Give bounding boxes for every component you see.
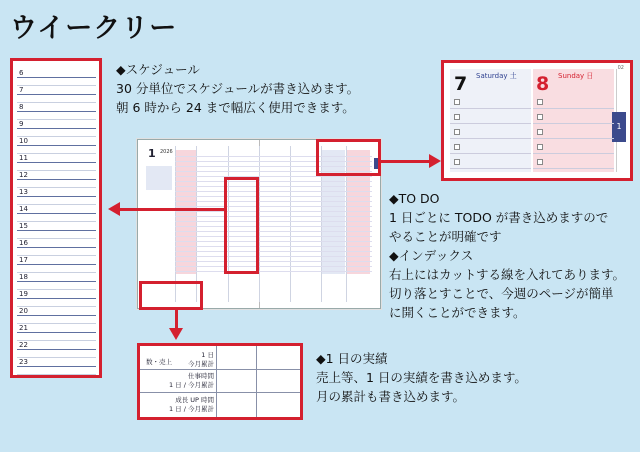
hour-line (17, 281, 96, 282)
spread-day-column (290, 146, 291, 302)
todo-row-line (533, 168, 614, 169)
spread-row-line (175, 206, 372, 207)
table-work-label: 仕事時間 (188, 372, 214, 380)
mini-calendar (146, 166, 172, 190)
todo-heading: ◆TO DO (389, 191, 440, 206)
hour-label: 22 (19, 341, 28, 349)
todo-checkbox (537, 159, 543, 165)
table-growth-sub: 1 日 / 今月累計 (168, 405, 214, 413)
todo-checkbox (537, 99, 543, 105)
half-hour-line (17, 272, 96, 273)
results-note (316, 349, 527, 406)
spread-row-line (175, 211, 372, 212)
hour-line (17, 196, 96, 197)
saturday-number: 7 (454, 73, 468, 95)
todo-row-line (533, 123, 614, 124)
hour-line (17, 162, 96, 163)
hour-line (17, 315, 96, 316)
spread-row-line (175, 231, 372, 232)
hour-line (17, 77, 96, 78)
index-line-2: 切り落とすことで、今週のページが簡単 (389, 286, 614, 301)
results-line-1: 売上等、1 日の実績を書き込めます。 (316, 370, 527, 385)
todo-line-2: やることが明確です (389, 229, 502, 244)
half-hour-line (17, 255, 96, 256)
hour-line (17, 366, 96, 367)
spread-row-line (175, 191, 372, 192)
hour-label: 19 (19, 290, 28, 298)
todo-row-line (533, 108, 614, 109)
table-rule-2 (140, 392, 300, 393)
arrow-to-preview (381, 160, 431, 163)
half-hour-line (17, 170, 96, 171)
arrow-to-table (175, 310, 178, 330)
hour-label: 18 (19, 273, 28, 281)
todo-checkbox (537, 129, 543, 135)
half-hour-line (17, 85, 96, 86)
todo-row-line (450, 123, 531, 124)
todo-checkbox (454, 159, 460, 165)
spread-year: 2026 (160, 149, 173, 155)
weekend-highlight-box (316, 139, 381, 176)
hour-line (17, 145, 96, 146)
spread-row-line (175, 251, 372, 252)
saturday-label: Saturday 土 (476, 72, 517, 80)
hour-line (17, 111, 96, 112)
index-line-3: に開くことができます。 (389, 305, 526, 320)
todo-row-line (450, 108, 531, 109)
spread-month: 1 (148, 147, 156, 160)
hour-label: 14 (19, 205, 28, 213)
half-hour-line (17, 221, 96, 222)
hour-line (17, 247, 96, 248)
hour-label: 16 (19, 239, 28, 247)
schedule-line-1: 30 分単位でスケジュールが書き込めます。 (116, 81, 360, 96)
weekend-preview (441, 60, 633, 181)
hour-label: 8 (19, 103, 24, 111)
hour-label: 17 (19, 256, 28, 264)
todo-row-line (533, 153, 614, 154)
hour-label: 7 (19, 86, 24, 94)
table-growth-label: 成長 UP 時間 (175, 396, 214, 404)
half-hour-line (17, 306, 96, 307)
results-table (137, 343, 303, 420)
arrow-to-strip (118, 208, 226, 211)
half-hour-line (17, 119, 96, 120)
results-heading: ◆1 日の実績 (316, 351, 388, 366)
spread-row-line (175, 216, 372, 217)
half-hour-line (17, 204, 96, 205)
spread-row-line (175, 266, 372, 267)
hour-label: 23 (19, 358, 28, 366)
hour-line (17, 230, 96, 231)
table-sales-day: 1 日 (201, 351, 214, 359)
hour-line (17, 298, 96, 299)
index-line-1: 右上にはカットする線を入れてあります。 (389, 267, 626, 282)
table-sales-label: 数・売上 (146, 358, 172, 366)
todo-checkbox (454, 99, 460, 105)
half-hour-line (17, 289, 96, 290)
todo-line-1: 1 日ごとに TODO が書き込めますので (389, 210, 609, 225)
table-rule-1 (140, 369, 300, 370)
spread-row-line (175, 271, 372, 272)
sunday-number: 8 (536, 73, 550, 95)
todo-row-line (450, 153, 531, 154)
spread-row-line (175, 246, 372, 247)
spread-day-column (259, 146, 260, 302)
index-tab: 1 (612, 112, 626, 142)
half-hour-line (17, 136, 96, 137)
half-hour-line (17, 153, 96, 154)
hour-line (17, 264, 96, 265)
spread-day-column (196, 146, 197, 302)
results-line-2: 月の累計も書き込めます。 (316, 389, 466, 404)
spread-row-line (175, 256, 372, 257)
half-hour-line (17, 323, 96, 324)
hour-line (17, 332, 96, 333)
hour-line (17, 179, 96, 180)
half-hour-line (17, 340, 96, 341)
half-hour-line (17, 357, 96, 358)
hour-line (17, 213, 96, 214)
spread-row-line (175, 196, 372, 197)
arrow-to-preview-head (429, 154, 441, 168)
half-hour-line (17, 187, 96, 188)
hour-label: 9 (19, 120, 24, 128)
arrow-to-table-head (169, 328, 183, 340)
hour-label: 11 (19, 154, 28, 162)
hour-line (17, 128, 96, 129)
hour-line (17, 349, 96, 350)
schedule-heading: ◆スケジュール (116, 62, 200, 77)
spread-row-line (175, 201, 372, 202)
table-work-sub: 1 日 / 今月累計 (168, 381, 214, 389)
page-title: ウイークリー (10, 13, 178, 44)
index-heading: ◆インデックス (389, 248, 474, 263)
todo-checkbox (454, 114, 460, 120)
todo-checkbox (537, 114, 543, 120)
table-col-1 (216, 346, 217, 417)
spread-row-line (175, 186, 372, 187)
hour-label: 15 (19, 222, 28, 230)
todo-checkbox (454, 129, 460, 135)
todo-row-line (450, 168, 531, 169)
table-sales-month: 今月累計 (188, 360, 214, 368)
hour-label: 13 (19, 188, 28, 196)
half-hour-line (17, 238, 96, 239)
todo-row-line (533, 138, 614, 139)
spread-day-column (175, 146, 176, 302)
schedule-line-2: 朝 6 時から 24 まで幅広く使用できます。 (116, 100, 355, 115)
hour-label: 21 (19, 324, 28, 332)
schedule-note (116, 60, 359, 117)
spread-row-line (175, 261, 372, 262)
spread-row-line (175, 236, 372, 237)
todo-checkbox (454, 144, 460, 150)
spread-row-line (175, 241, 372, 242)
schedule-highlight-box (224, 177, 259, 274)
half-hour-line (17, 374, 96, 375)
schedule-strip (10, 58, 102, 378)
spread-row-line (175, 181, 372, 182)
spread-row-line (175, 176, 372, 177)
todo-checkbox (537, 144, 543, 150)
half-hour-line (17, 102, 96, 103)
hour-label: 10 (19, 137, 28, 145)
sunday-label: Sunday 日 (558, 72, 594, 80)
hour-label: 6 (19, 69, 24, 77)
hour-label: 12 (19, 171, 28, 179)
results-highlight-box (139, 281, 203, 310)
todo-row-line (450, 138, 531, 139)
spread-row-line (175, 221, 372, 222)
preview-corner-number: 02 (617, 65, 624, 71)
hour-line (17, 94, 96, 95)
arrow-to-strip-head (108, 202, 120, 216)
todo-note (389, 189, 625, 322)
table-col-2 (256, 346, 257, 417)
hour-label: 20 (19, 307, 28, 315)
spread-row-line (175, 226, 372, 227)
